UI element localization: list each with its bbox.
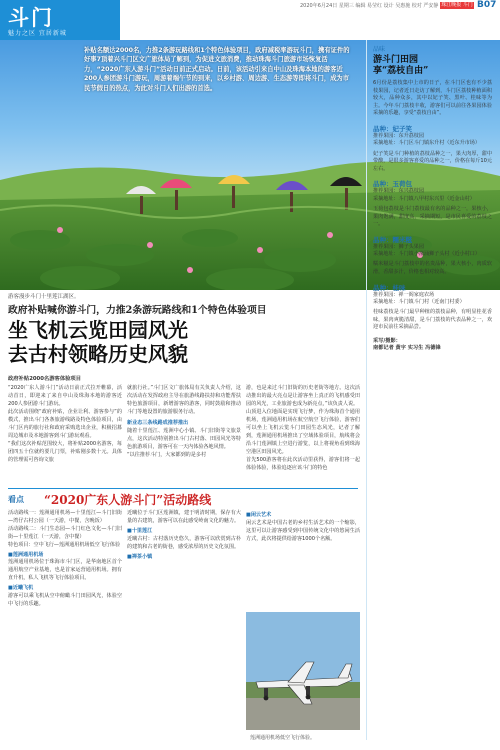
sub-headline: 政府补贴喊你游斗门，力推2条游玩路线和1个特色体验项目 — [8, 305, 267, 316]
lychee-address: 采摘地址：斗门区斗门镇东升村（近东升市场） — [373, 140, 480, 147]
lychee-item — [373, 179, 492, 228]
article-column-3 — [246, 384, 360, 472]
section-slogan: 魅力之区 宜居新城 — [8, 30, 67, 37]
lychee-orchard: 推荐果园：禅一阁家庭农场 — [373, 291, 435, 298]
lychee-orchard: 推荐果园：东升荔枝园 — [373, 132, 424, 139]
paragraph: 近曦古村：古村落历史悠久，游客可以欣赏到古朴的建筑和古老的街巷，感受浓厚的历史文化氛围。 — [127, 535, 241, 550]
paragraph: 随着十里莲江、莲洲中心小镇、斗门旧街等文旅景点，这次活动特别推出斗门古村落、田园风光等特色旅游项目，游客可在一天内体验各地风情。 — [127, 428, 241, 450]
airplane-photo — [246, 612, 360, 730]
lychee-variety: 品种：糯米糍 — [373, 235, 412, 244]
route-subheading: ■ 闲云艺术 — [246, 512, 360, 520]
lychee-item — [373, 124, 492, 173]
section-subtitle: 政府补贴2000名游客体验项目 — [8, 376, 82, 382]
sidebar-lychee-guide — [366, 40, 492, 740]
routes-column-1 — [8, 510, 122, 609]
paragraph: “2020广东人游斗门”活动日前正式拉开帷幕，活动首日，即迎来了来自中山及珠海本地的游客近200人参团游斗门游玩。 — [8, 385, 122, 407]
paragraph: 首先500游客将在此次活动里获得，游客们将一起体验体验，体验追逐应该斗门的特色 — [246, 457, 360, 471]
route-line: 特色项目：空中飞行—莲洲通用机场低空飞行体验 — [8, 541, 121, 548]
paragraph: 此次活动围绕“政府补贴，企业让利、游客参与”的模式，推出斗门各条旅游线路及特色体验项目，由斗门区内的旅行社和政府采购选出企业，积极招募周边城市及本地游客到斗门游玩观看。 — [8, 409, 122, 439]
lychee-address: 采摘地址：斗门镇小濠涌狮子头村（近小村口） — [373, 251, 480, 258]
lychee-item — [373, 235, 492, 277]
paragraph: “我们这次补贴范围较大，将补贴2000名游客，每团四五十位就约要几门票，补贴刚多数十元。具体的管理需可咨询文旅 — [8, 441, 122, 463]
section-brand-block — [0, 0, 120, 40]
main-headline — [8, 318, 358, 366]
airplane-image — [246, 612, 360, 730]
lychee-address: 采摘地址：斗门镇八甲村东兴里（近金山村） — [373, 195, 475, 202]
lychee-orchard: 推荐果园：东兴荔枝园 — [373, 188, 424, 195]
article-column-2 — [127, 384, 241, 459]
newspaper-badge: 珠江晚报 斗门 — [441, 2, 473, 8]
page-number: B07 — [477, 0, 497, 10]
paragraph: 莲洲通用机场位于珠海市斗门区，是华南地区首个通用航空产业基地，也是首家运营通用机场。拥有直升机，私人飞机等飞行体验项目。 — [8, 559, 122, 582]
lychee-description: 妃子笑是斗门种植的荔枝品种之一，果大肉厚，甜中带酸，是很多游客喜爱的品种之一，价格在每斤10元左右。 — [373, 150, 492, 172]
airplane-caption: 莲洲通用机场低空飞行体验。 — [250, 735, 316, 741]
routes-column-2 — [127, 510, 241, 561]
section-title: 斗门 — [8, 5, 54, 30]
photo-caption: 游客漫步斗门十里莲江湖区。 — [8, 294, 80, 300]
routes-column-3 — [246, 510, 360, 544]
lychee-variety: 品种：玉荷包 — [373, 180, 412, 189]
paragraph: 山顶进入位地面是实现飞行梦，作为珠海首个通用机场，莲洲通用机场在航空航空飞行体验，游客们可以坐上飞机云览斗门田园生态风光，记者了解到，莲洲通用机场推出了空域体验项目，航线将会沿斗门莲洲镇上空进行游览，以上将视角看到珠海空港区田园风光。 — [246, 409, 360, 455]
section-divider — [8, 488, 358, 489]
sidebar-tag: 品味 — [373, 46, 386, 53]
masthead — [0, 0, 500, 40]
paragraph: 闲云艺术是中国古老的乡村生活艺术的一个缩影，这里可以让游客感受到中国传统文化中的悠闲生活方式，此次将提供给游客1000个名额。 — [246, 519, 360, 542]
route-subheading: ■ 莲洲通用机场 — [8, 552, 122, 560]
feature-title: “2020广东人游斗门”活动路线 — [44, 493, 212, 507]
route-line: 活动路线二：斗门生态园—斗门红色文化—斗门旧街—十里莲江（一天游，含中餐） — [8, 525, 122, 540]
lychee-variety: 品种：桂味 — [373, 283, 406, 292]
paragraph: “以往推荐斗门，大家都到的是多村 — [127, 452, 207, 458]
lychee-description: 玉荷包荔枝是斗门荔枝最有名的品种之一，果核小，果肉饱满，甜度高，采摘期短，是市民喜爱的荔枝之一。 — [373, 205, 492, 228]
sidebar-intro: 6月份是荔枝集中上市的日子，在斗门区也有不少荔枝果园，记者近日走访了解到，斗门区荔枝种植面积较大，品种众多，其中以妃子笑、黑叶、桂味等为主。今年斗门荔枝丰收，游客们可以前往各果园体验采摘的乐趣，享受“荔枝自由”。 — [373, 80, 492, 117]
paragraph: 就旅行社。”斗门区文广旅体局有关负责人介绍，这次活动在发挥政府主导在旅游线路扶持和功能帮扶特色旅游项目，新增游客的游客，同时鼓励和推动斗门等地设置的旅游服务行动。 — [127, 385, 241, 415]
main-headline-line-2: 去古村领略历史风貌 — [8, 342, 188, 366]
edition-info: 2020年6月24日 星期三 编辑 易莹红 设计 吴惠施 校对 严安静 — [300, 3, 439, 9]
lychee-description: 糯米糍是斗门荔枝中的名贵品种，果大核小，肉质软滑，香甜多汁，价格也相对较高。 — [373, 261, 492, 275]
main-headline-line-1: 坐飞机云览田园风光 — [8, 318, 188, 342]
route-line: 活动路线一：莲洲通用机场—十里莲江—斗门旧街—湾仔古村公园（一天游，中餐，含晚饭） — [8, 510, 122, 524]
lychee-variety: 品种：妃子笑 — [373, 124, 412, 133]
sidebar-title: 游斗门田园 享“荔枝自由” — [373, 55, 429, 76]
article-column-1 — [8, 384, 122, 464]
route-subheading: ■ 十里莲江 — [127, 528, 241, 536]
paragraph: 游，也是来过斗门旧街的历史老街等地方。这次活动推出的最大亮点是让游客坐上真正的飞机感受田园的风光，工业旅游也成为新亮点，”该负责人说。 — [246, 385, 360, 407]
hero-caption: 补贴名额达2000名，力推2条游玩路线和1个特色体验项目，政府减税率游玩斗门，携有证件的好事7顶着兴斗门区文广旅体局了解到，为促进文旅消费，推动珠海斗门旅游市场恢复活力，“2020广东人游斗门”活动日前正式启动。日前，该活动引来自中山及珠海本地的游客近200人参团游斗门游玩，周游着端午节的到来，以乡村游、周边游、生态游等即将斗门，成为市民节假日的热点，为此对斗门人们出游的首选。 — [84, 47, 350, 92]
lychee-description: 桂味荔枝是斗门最早种植的荔枝品种，有明显桂花香味，果肉爽脆清甜，是斗门荔枝的代表品种之一，欢迎市民前往采摘品尝。 — [373, 309, 492, 331]
route-subheading: ■ 禅茶小镇 — [127, 554, 241, 562]
paragraph: 游客可以乘飞机从空中俯瞰斗门田园风光，体验空中飞行的乐趣。 — [8, 593, 122, 607]
lychee-orchard: 推荐果园：狮子头果园 — [373, 243, 424, 250]
feature-label: 看点 — [8, 495, 24, 504]
sidebar-credit: 采写/摄影： 南都记者 黄宇 实习生 冯德锋 — [373, 337, 441, 352]
lychee-item — [373, 283, 492, 332]
route-subheading: ■ 近曦飞机 — [8, 585, 122, 593]
article-subheading: 新业态三条线路成推荐推出 — [127, 420, 189, 426]
lychee-address: 采摘地址：斗门镇斗门村（近南门村委） — [373, 298, 465, 305]
paragraph: 近曦位于斗门区莲洲镇，建于明清时期，保存有大量的古建筑，游客可以在此感受岭南文化的魅力。 — [127, 510, 241, 524]
